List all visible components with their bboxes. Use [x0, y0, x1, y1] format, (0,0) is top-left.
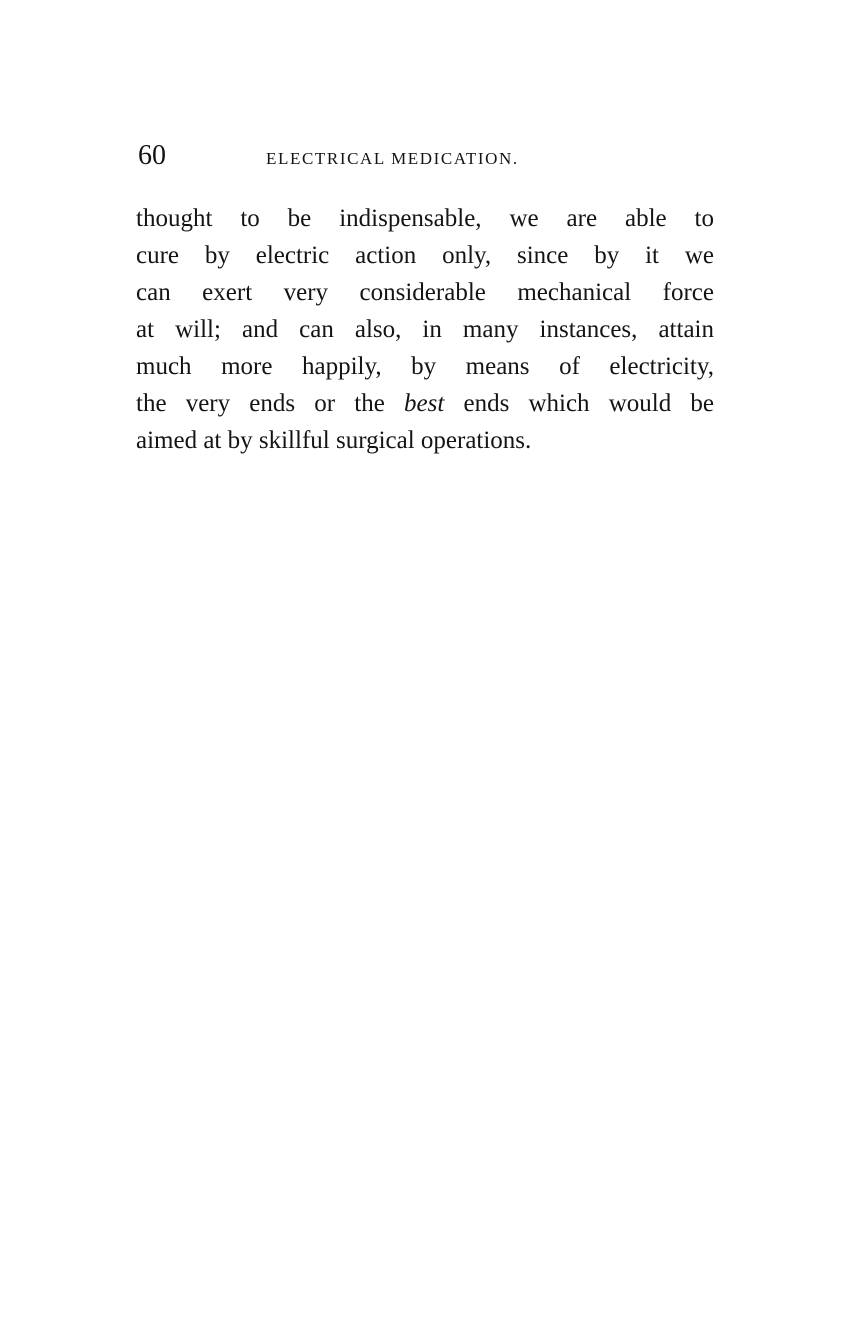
page-number: 60 — [138, 140, 166, 171]
text-line: cure by electric action only, since by it we — [136, 242, 714, 269]
text-line: can exert very considerable mechanical force — [136, 279, 714, 306]
text-line: at will; and can also, in many instances, attain — [136, 316, 714, 343]
text-line: much more happily, by means of electricity, — [136, 353, 714, 380]
running-title: ELECTRICAL MEDICATION. — [266, 149, 519, 168]
text-line: thought to be indispensable, we are able to — [136, 205, 714, 232]
text-segment: the very ends or the — [136, 390, 385, 417]
running-head — [138, 140, 718, 176]
text-line — [136, 385, 714, 422]
text-segment: ends which would be — [463, 390, 714, 417]
text-line: aimed at by skillful surgical operations. — [136, 427, 532, 454]
body-paragraph — [136, 200, 714, 459]
italic-emphasis: best — [404, 390, 445, 417]
